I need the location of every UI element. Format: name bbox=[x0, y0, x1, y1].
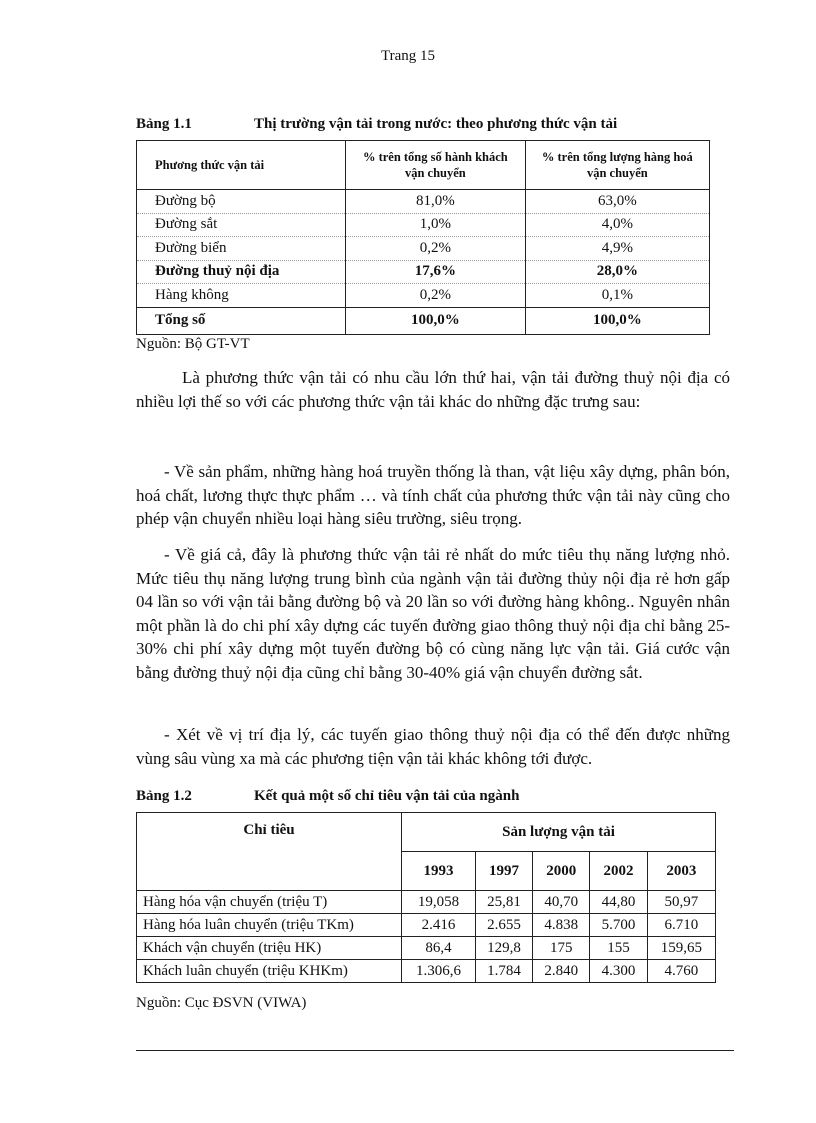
table-row bbox=[137, 891, 716, 914]
table2-cell-indicator: Hàng hóa vận chuyển (triệu T) bbox=[137, 891, 402, 914]
table2-cell-value: 2.416 bbox=[402, 914, 476, 937]
table2-cell-value: 1.306,6 bbox=[402, 960, 476, 983]
table2-cell-value: 129,8 bbox=[475, 937, 532, 960]
paragraph-geography: - Xét về vị trí địa lý, các tuyến giao thông thuỷ nội địa có thể đến được những vùng sâu vùng xa mà các phương tiện vận tải khác không tới được. bbox=[136, 725, 730, 768]
table2-header-year: 2003 bbox=[647, 852, 715, 891]
table2-cell-value: 25,81 bbox=[475, 891, 532, 914]
table1-caption-id: Bảng 1.1 bbox=[136, 116, 192, 132]
table1-cell-cargo: 63,0% bbox=[525, 190, 709, 214]
table2-source: Nguồn: Cục ĐSVN (VIWA) bbox=[136, 995, 307, 1011]
table2-cell-value: 175 bbox=[533, 937, 590, 960]
table2-header-year: 2002 bbox=[590, 852, 647, 891]
table1-cell-cargo: 4,9% bbox=[525, 237, 709, 261]
table1-cell-mode: Tổng số bbox=[137, 307, 346, 334]
table1-cell-passenger: 0,2% bbox=[346, 237, 526, 261]
table-row bbox=[137, 260, 710, 284]
table1-header-passenger: % trên tổng số hành khách vận chuyển bbox=[346, 141, 526, 190]
paragraph-products: - Về sản phẩm, những hàng hoá truyền thống là than, vật liệu xây dựng, phân bón, hoá chất, lương thực thực phẩm … và tính chất của phương thức vận tải này cũng cho phép vận chuyển nhiều loại hàng siêu trường, siêu trọng. bbox=[136, 462, 730, 528]
table2-cell-value: 1.784 bbox=[475, 960, 532, 983]
table2-cell-value: 5.700 bbox=[590, 914, 647, 937]
table2-header-year: 1993 bbox=[402, 852, 476, 891]
table-row bbox=[137, 284, 710, 308]
table1-caption bbox=[136, 116, 617, 133]
table2-cell-value: 155 bbox=[590, 937, 647, 960]
table2-cell-indicator: Khách vận chuyển (triệu HK) bbox=[137, 937, 402, 960]
table1-cell-mode: Đường biển bbox=[137, 237, 346, 261]
footer-divider bbox=[136, 1050, 734, 1051]
table2-cell-indicator: Hàng hóa luân chuyển (triệu TKm) bbox=[137, 914, 402, 937]
table-row bbox=[137, 190, 710, 214]
table1-cell-cargo: 4,0% bbox=[525, 213, 709, 237]
paragraph-price: - Về giá cả, đây là phương thức vận tải rẻ nhất do mức tiêu thụ năng lượng nhỏ. Mức tiêu thụ năng lượng trung bình của ngành vận tải đường thủy nội địa rẻ hơn gấp 04 lần so với vận tải bằng đường bộ và 20 lần so với đường hàng không.. Nguyên nhân một phần là do chi phí xây dựng các tuyến đường giao thông thuỷ nội địa chỉ bằng 25-30% chi phí xây dựng một tuyến đường bộ có cùng năng lực vận tải. Giá cước vận bằng đường thuỷ nội địa cũng chỉ bằng 30-40% giá vận chuyển đường sắt. bbox=[136, 545, 730, 682]
table2-cell-value: 86,4 bbox=[402, 937, 476, 960]
table1-cell-passenger: 0,2% bbox=[346, 284, 526, 308]
page-number: Trang 15 bbox=[380, 48, 436, 64]
table1-cell-passenger: 1,0% bbox=[346, 213, 526, 237]
table1-cell-passenger: 81,0% bbox=[346, 190, 526, 214]
table2-cell-value: 4.838 bbox=[533, 914, 590, 937]
table1-cell-cargo: 0,1% bbox=[525, 284, 709, 308]
table2-cell-value: 2.840 bbox=[533, 960, 590, 983]
table2-cell-value: 4.760 bbox=[647, 960, 715, 983]
table1-cell-passenger: 17,6% bbox=[346, 260, 526, 284]
table2-cell-value: 50,97 bbox=[647, 891, 715, 914]
table2-caption-id: Bảng 1.2 bbox=[136, 788, 192, 804]
table1 bbox=[136, 140, 710, 335]
table2-caption bbox=[136, 788, 519, 805]
table2 bbox=[136, 812, 716, 983]
table2-header-year: 2000 bbox=[533, 852, 590, 891]
table2-caption-title: Kết quả một số chỉ tiêu vận tải của ngành bbox=[254, 788, 520, 804]
table1-source: Nguồn: Bộ GT-VT bbox=[136, 336, 250, 352]
table1-cell-mode: Đường sắt bbox=[137, 213, 346, 237]
table-row bbox=[137, 237, 710, 261]
table1-cell-mode: Đường bộ bbox=[137, 190, 346, 214]
table1-cell-cargo: 100,0% bbox=[525, 307, 709, 334]
table1-cell-mode: Hàng không bbox=[137, 284, 346, 308]
table-row bbox=[137, 914, 716, 937]
table1-caption-title: Thị trường vận tải trong nước: theo phương thức vận tải bbox=[254, 116, 618, 132]
table-row bbox=[137, 960, 716, 983]
table2-cell-indicator: Khách luân chuyển (triệu KHKm) bbox=[137, 960, 402, 983]
table2-cell-value: 40,70 bbox=[533, 891, 590, 914]
table2-cell-value: 19,058 bbox=[402, 891, 476, 914]
table2-header-output: Sản lượng vận tải bbox=[402, 813, 716, 852]
table-row bbox=[137, 213, 710, 237]
paragraph-intro: Là phương thức vận tải có nhu cầu lớn thứ hai, vận tải đường thuỷ nội địa có nhiều lợi thế so với các phương thức vận tải khác do những đặc trưng sau: bbox=[136, 368, 730, 411]
table1-cell-mode: Đường thuỷ nội địa bbox=[137, 260, 346, 284]
table2-header-year: 1997 bbox=[475, 852, 532, 891]
table2-cell-value: 159,65 bbox=[647, 937, 715, 960]
table2-cell-value: 44,80 bbox=[590, 891, 647, 914]
table1-cell-cargo: 28,0% bbox=[525, 260, 709, 284]
table-row-total bbox=[137, 307, 710, 334]
table1-header-mode: Phương thức vận tải bbox=[137, 141, 346, 190]
table2-cell-value: 2.655 bbox=[475, 914, 532, 937]
table2-cell-value: 4.300 bbox=[590, 960, 647, 983]
table2-header-indicator: Chỉ tiêu bbox=[137, 813, 402, 891]
table1-header-cargo: % trên tổng lượng hàng hoá vận chuyển bbox=[525, 141, 709, 190]
table1-cell-passenger: 100,0% bbox=[346, 307, 526, 334]
table-row bbox=[137, 937, 716, 960]
table2-cell-value: 6.710 bbox=[647, 914, 715, 937]
